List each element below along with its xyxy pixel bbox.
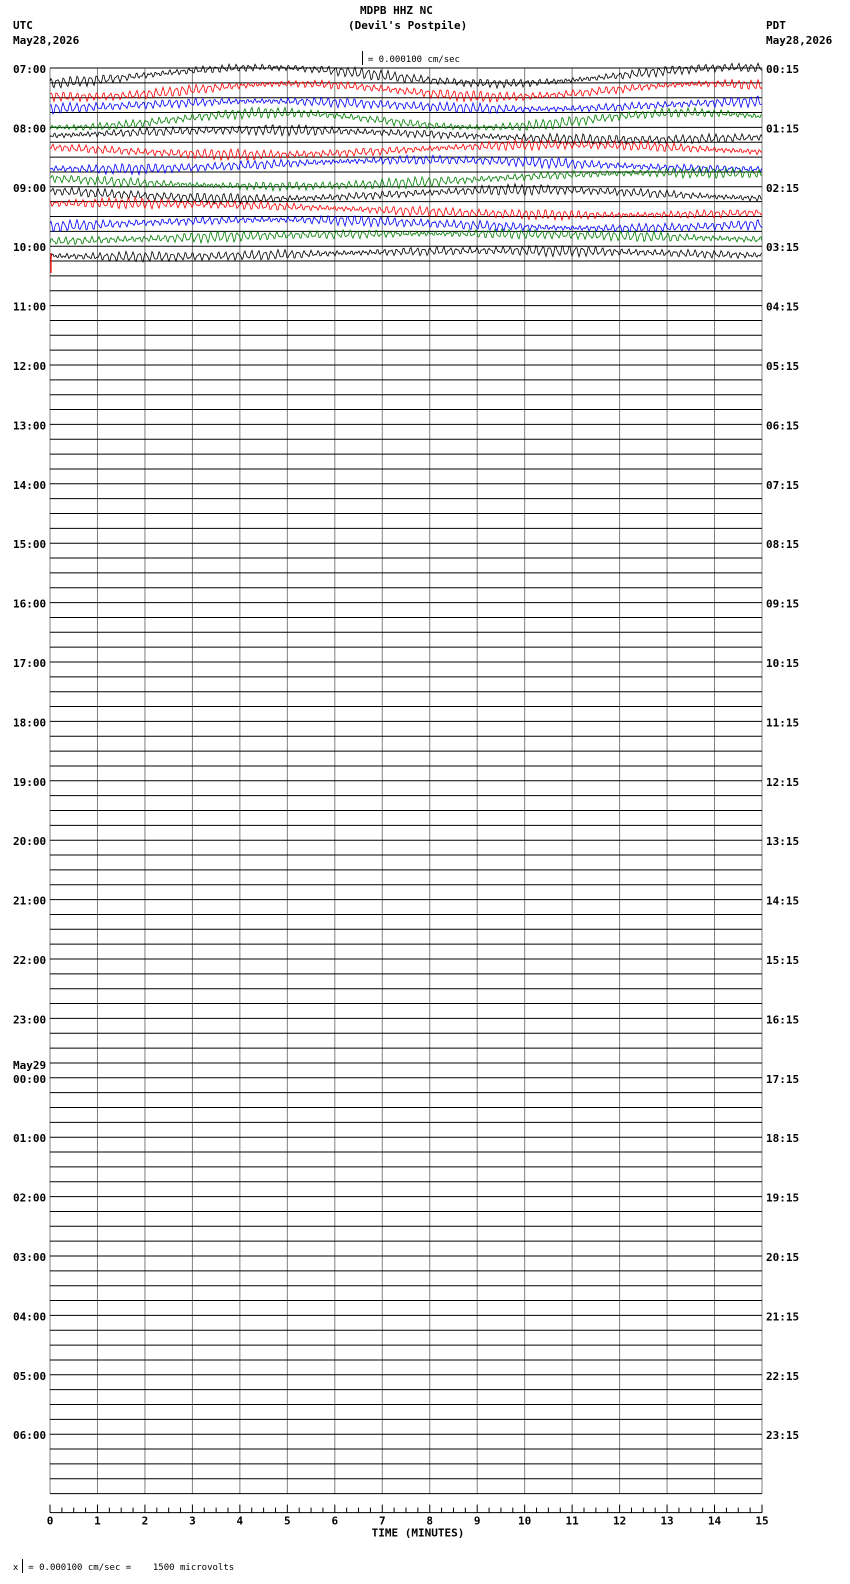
- right-time-label: 16:15: [766, 1013, 800, 1027]
- left-timezone: UTC: [13, 19, 33, 32]
- left-time-label: 06:00: [13, 1429, 47, 1443]
- left-time-label: 03:00: [13, 1251, 47, 1264]
- footer-scale-text: = 0.000100 cm/sec = 1500 microvolts: [28, 1563, 235, 1573]
- right-time-label: 13:15: [766, 835, 800, 849]
- right-time-label: 07:15: [766, 478, 800, 492]
- x-tick-label: 3: [189, 1514, 196, 1528]
- right-time-label: 20:15: [766, 1251, 800, 1264]
- right-timezone: PDT: [766, 19, 786, 32]
- x-axis-label: TIME (MINUTES): [371, 1526, 465, 1540]
- left-time-label: 19:00: [13, 775, 47, 789]
- left-time-label: 15:00: [13, 538, 47, 552]
- left-time-label: 23:00: [13, 1013, 47, 1027]
- left-time-label: 22:00: [13, 954, 47, 967]
- plot-grid: [50, 68, 762, 1494]
- left-time-label: 21:00: [13, 894, 47, 908]
- x-tick-label: 2: [141, 1514, 149, 1528]
- footer-scale: [2, 1546, 234, 1573]
- right-time-label: 11:15: [766, 716, 800, 730]
- x-tick-label: 1: [94, 1514, 101, 1528]
- scale-text: = 0.000100 cm/sec: [367, 55, 460, 65]
- x-tick-label: 13: [660, 1514, 674, 1528]
- station-location: (Devil's Postpile): [348, 19, 468, 32]
- left-time-label: 12:00: [13, 360, 47, 373]
- x-tick-label: 9: [473, 1514, 481, 1528]
- right-time-label: 22:15: [766, 1369, 800, 1383]
- right-time-label: 19:15: [766, 1191, 800, 1205]
- x-tick-label: 8: [426, 1514, 434, 1528]
- left-time-label: 08:00: [13, 122, 47, 136]
- left-time-label: 11:00: [13, 300, 47, 314]
- left-time-label: 17:00: [13, 657, 47, 670]
- right-time-label: 02:15: [766, 181, 800, 195]
- x-tick-label: 11: [565, 1514, 579, 1528]
- left-date: May28,2026: [13, 34, 80, 47]
- time-labels: [13, 63, 799, 1442]
- right-time-label: 17:15: [766, 1072, 800, 1086]
- right-time-label: 01:15: [766, 122, 800, 136]
- right-date: May28,2026: [766, 34, 833, 47]
- right-time-label: 15:15: [766, 954, 800, 967]
- left-time-label: 04:00: [13, 1310, 47, 1324]
- x-tick-label: 10: [518, 1514, 532, 1528]
- left-time-label: 16:00: [13, 597, 47, 611]
- left-time-label: 13:00: [13, 419, 47, 433]
- right-time-label: 14:15: [766, 894, 800, 908]
- x-tick-label: 4: [236, 1514, 244, 1528]
- left-time-label: 02:00: [13, 1191, 47, 1205]
- left-time-label: 00:00: [13, 1072, 47, 1086]
- left-date-label: May29: [13, 1058, 47, 1072]
- left-time-label: 01:00: [13, 1132, 47, 1146]
- seismic-trace-row: [50, 246, 762, 262]
- x-tick-label: 14: [707, 1514, 722, 1528]
- x-tick-label: 5: [284, 1514, 291, 1528]
- scale-bar-header: [349, 38, 460, 65]
- left-time-label: 07:00: [13, 63, 47, 76]
- seismic-trace-row: [50, 216, 762, 232]
- station-title: MDPB HHZ NC: [360, 4, 433, 17]
- footer-scale-bar-icon: [22, 1559, 28, 1573]
- left-time-label: 14:00: [13, 478, 47, 492]
- right-time-label: 05:15: [766, 360, 800, 373]
- left-time-label: 18:00: [13, 716, 47, 730]
- right-time-label: 04:15: [766, 300, 800, 314]
- right-time-label: 21:15: [766, 1310, 800, 1324]
- left-time-label: 20:00: [13, 835, 47, 849]
- x-axis: [47, 1505, 769, 1540]
- left-time-label: 05:00: [13, 1369, 47, 1383]
- x-tick-label: 6: [331, 1514, 339, 1528]
- right-time-label: 03:15: [766, 241, 800, 255]
- right-time-label: 06:15: [766, 419, 800, 433]
- x-tick-label: 15: [755, 1514, 769, 1528]
- seismic-traces: [50, 63, 762, 273]
- right-time-label: 08:15: [766, 538, 800, 552]
- right-time-label: 10:15: [766, 657, 800, 670]
- left-time-label: 10:00: [13, 241, 47, 255]
- x-tick-label: 12: [612, 1514, 627, 1528]
- footer-scale-mark: x: [12, 1563, 19, 1573]
- scale-bar-icon: [362, 51, 368, 65]
- x-tick-label: 0: [46, 1514, 54, 1528]
- right-time-label: 12:15: [766, 775, 800, 789]
- right-time-label: 00:15: [766, 63, 800, 76]
- left-time-label: 09:00: [13, 181, 47, 195]
- right-time-label: 23:15: [766, 1429, 800, 1443]
- seismic-trace-row: [50, 63, 762, 88]
- right-time-label: 09:15: [766, 597, 800, 611]
- x-tick-label: 7: [378, 1514, 386, 1528]
- right-time-label: 18:15: [766, 1132, 800, 1146]
